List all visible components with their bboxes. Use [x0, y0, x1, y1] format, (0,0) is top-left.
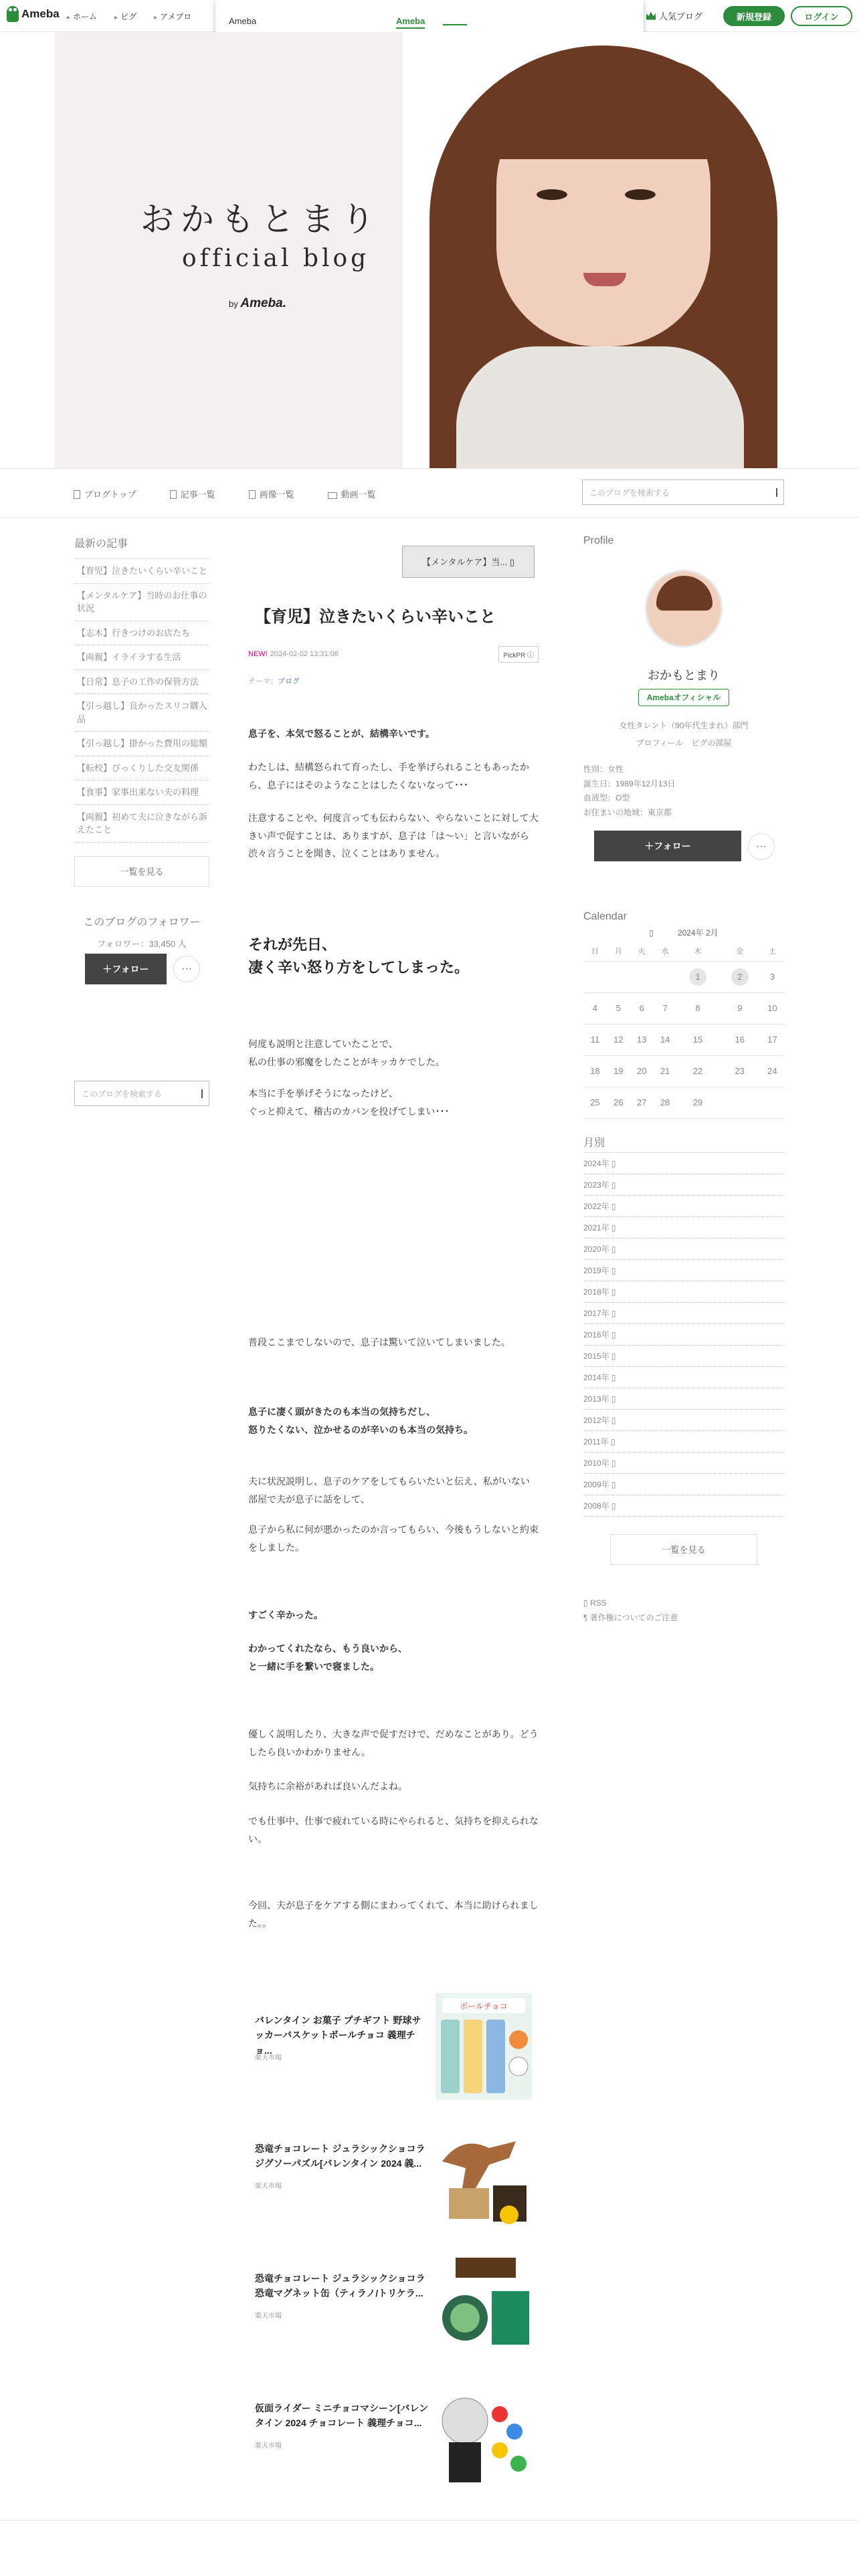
ameba-brand: Ameba.: [240, 296, 286, 310]
day-number: 18: [590, 1066, 600, 1076]
tab-label: 画像一覧: [259, 490, 294, 500]
day-number: 26: [613, 1097, 624, 1107]
archive-year-label: 2011年: [583, 1437, 609, 1446]
chevron-right-icon: ▯: [509, 557, 514, 567]
recent-title: 最新の記事: [74, 538, 128, 550]
popup-title: Ameba: [229, 16, 257, 26]
profile-birthday: 誕生日：1989年12月13日: [583, 778, 676, 788]
day-number: 9: [737, 1003, 743, 1013]
article-paragraph: 今回、夫が息子をケアする側にまわってくれて、本当に助けられました。。: [248, 1900, 539, 1929]
article-paragraph: 息子を、本気で怒ることが、結構辛いです。: [248, 728, 435, 739]
archive-year-label: 2016年: [583, 1330, 609, 1339]
profile-follow-button[interactable]: ＋フォロー: [594, 831, 741, 861]
chevron-down-icon: ▯: [609, 1459, 616, 1468]
archive-year-item[interactable]: [583, 1346, 784, 1367]
frog-icon: [7, 6, 19, 22]
tab-label: ブログトップ: [84, 490, 136, 500]
weekday-header: 月: [607, 941, 630, 961]
calendar-day: [583, 1087, 607, 1118]
ameba-logo[interactable]: [7, 6, 60, 22]
archive-year-label: 2009年: [583, 1480, 609, 1489]
day-number: 8: [695, 1003, 700, 1013]
popup-ameba-link[interactable]: Ameba: [396, 16, 425, 29]
day-number: 20: [637, 1066, 647, 1076]
popular-blog-link[interactable]: [646, 9, 702, 22]
hero-eye: [537, 189, 567, 200]
calendar-day: [761, 992, 784, 1024]
paragraph-line: 怒りたくない、泣かせるのが辛いのも本当の気持ち。: [248, 1424, 473, 1435]
paragraph-line: 息子に凄く頭がきたのも本当の気持ちだし、: [248, 1406, 436, 1417]
article-paragraph: わたしは、結構怒られて育ったし、手を挙げられることもあったから、息子にはそのようなことはしたくないなって･･･: [248, 762, 529, 790]
list-icon: [170, 490, 177, 499]
archive-year-item[interactable]: [583, 1281, 784, 1303]
archive-year-label: 2017年: [583, 1309, 609, 1318]
blog-subtitle: official blog: [182, 245, 370, 272]
chevron-down-icon: ▯: [609, 1309, 616, 1318]
day-number: 7: [662, 1003, 668, 1013]
calendar-day: [583, 1024, 607, 1055]
calendar-table: [583, 941, 784, 1119]
day-number: 13: [637, 1035, 647, 1045]
calendar-day: [583, 1055, 607, 1087]
chevron-down-icon: ▯: [609, 1416, 616, 1425]
archive-year-label: 2019年: [583, 1266, 609, 1275]
day-number: 6: [639, 1003, 644, 1013]
theme-nav-button[interactable]: [402, 546, 535, 578]
archive-year-label: 2024年: [583, 1159, 609, 1168]
recent-article-link[interactable]: 【両親】初めて夫に泣きながら訴えたこと: [74, 805, 209, 843]
archive-year-item[interactable]: [583, 1474, 784, 1495]
chevron-down-icon: ▯: [609, 1330, 616, 1339]
weekday-header: 日: [583, 941, 607, 961]
chevron-left-icon[interactable]: ▯: [649, 928, 654, 938]
article-paragraph: 優しく説明したり、大きな声で促すだけで、だめなことがあり。どうしたら良いかわかりません。: [248, 1729, 539, 1757]
day-number: 16: [735, 1035, 745, 1045]
product-image[interactable]: [436, 2251, 532, 2358]
article-paragraph: すごく辛かった。: [248, 1610, 323, 1620]
article-paragraph: [248, 1085, 539, 1120]
product-card[interactable]: [255, 2251, 529, 2358]
recent-article-link[interactable]: 【両親】イライラする生活: [74, 645, 209, 670]
day-number: 27: [637, 1097, 647, 1107]
official-badge[interactable]: Amebaオフィシャル: [638, 689, 729, 706]
archive-year-label: 2014年: [583, 1373, 609, 1382]
day-number: 10: [767, 1003, 777, 1013]
day-number: 14: [660, 1035, 670, 1045]
profile-name[interactable]: おかもとまり: [648, 669, 720, 682]
image-icon: [249, 490, 256, 499]
day-number: 15: [692, 1035, 703, 1045]
day-number: 3: [769, 972, 775, 982]
product-name[interactable]: 仮面ライダー ミニチョコマシーン[バレンタイン 2024 チョコレート 義理チョコ...: [255, 2403, 429, 2429]
product-name[interactable]: 恐竜チョコレート ジュラシックショコラ 恐竜マグネット缶（ティラノ/トリケラ...: [255, 2273, 425, 2299]
recent-article-link[interactable]: 【育児】泣きたいくらい辛いこと: [74, 559, 209, 584]
day-number: 17: [767, 1035, 777, 1045]
archive-year-item[interactable]: [583, 1388, 784, 1410]
calendar-day: [677, 1087, 719, 1118]
calendar-day: [607, 992, 630, 1024]
calendar-day: [654, 961, 677, 992]
archive-more-button[interactable]: 一覧を見る: [610, 1534, 757, 1565]
profile-blood: 血液型：O型: [583, 793, 630, 803]
day-number: 23: [735, 1066, 745, 1076]
profile-links[interactable]: プロフィール ピグの部屋: [636, 738, 732, 748]
left-sidebar: [74, 535, 209, 1106]
more-icon[interactable]: ···: [748, 833, 775, 860]
pickpr-badge[interactable]: PickPR ⓘ: [498, 646, 539, 663]
calendar-day: [761, 1087, 784, 1118]
recent-article-link[interactable]: 【引っ越し】掛かった費用の総額: [74, 732, 209, 756]
register-button[interactable]: 新規登録: [723, 6, 785, 26]
copyright-link[interactable]: [583, 1612, 784, 1623]
month-label: 2024年 2月: [677, 928, 719, 938]
heading-line: それが先日、: [248, 936, 337, 953]
calendar-day: [607, 1024, 630, 1055]
svg-text:ボールチョコ: ボールチョコ: [460, 2002, 508, 2011]
article-theme: [248, 675, 300, 686]
calendar-day[interactable]: [719, 961, 761, 992]
day-number: 22: [692, 1066, 703, 1076]
archive-year-item[interactable]: [583, 1324, 784, 1346]
archive-year-item[interactable]: [583, 1495, 784, 1517]
recent-list: [74, 558, 209, 843]
article-meta: [248, 650, 539, 658]
hero-lips: [583, 273, 626, 286]
day-number: 24: [767, 1066, 777, 1076]
day-number: 11: [590, 1035, 600, 1045]
archive-year-label: 2012年: [583, 1416, 609, 1425]
chevron-down-icon: ▯: [609, 1394, 616, 1404]
recent-article-link[interactable]: 【転校】びっくりした交友関係: [74, 756, 209, 781]
chevron-down-icon: ▯: [609, 1180, 616, 1190]
search-placeholder: このブログを検索する: [589, 488, 670, 498]
day-number: 28: [660, 1097, 670, 1107]
rss-label: RSS: [589, 1598, 607, 1608]
calendar-day: [654, 1024, 677, 1055]
calendar-day: [630, 992, 654, 1024]
product-image[interactable]: [436, 1993, 532, 2100]
paragraph-line: と一緒に手を繋いで寝ました。: [248, 1660, 379, 1672]
weekday-header: 土: [761, 941, 784, 961]
archive-year-item[interactable]: [583, 1217, 784, 1239]
chevron-down-icon: ▯: [609, 1287, 616, 1297]
day-number: 5: [615, 1003, 621, 1013]
chevron-down-icon: ▯: [609, 1352, 616, 1361]
rss-link[interactable]: [583, 1598, 784, 1608]
blog-search-input[interactable]: [582, 479, 784, 505]
logo-text: Ameba: [21, 7, 60, 20]
recent-more-button[interactable]: 一覧を見る: [74, 856, 209, 887]
login-button[interactable]: ログイン: [791, 6, 852, 26]
archive-year-label: 2015年: [583, 1352, 609, 1361]
article-title[interactable]: 【育児】泣きたいくらい辛いこと: [255, 608, 496, 626]
recent-article-link[interactable]: 【メンタルケア】当時のお仕事の状況: [74, 584, 209, 621]
heading-line: 凄く辛い怒り方をしてしまった。: [248, 959, 470, 976]
chevron-down-icon: ▯: [609, 1266, 616, 1275]
chevron-down-icon: ▯: [609, 1480, 616, 1489]
paragraph-line: 本当に手を挙げそうになったけど、: [248, 1088, 398, 1099]
product-shop: 楽天市場: [255, 2054, 282, 2062]
article-paragraph: 気持ちに余裕があれば良いんだよね。: [248, 1781, 407, 1792]
monthly-archive: [583, 1134, 784, 1623]
archive-year-item[interactable]: [583, 1453, 784, 1474]
article-paragraph: [248, 809, 539, 863]
follow-button[interactable]: ＋フォロー: [85, 954, 167, 984]
weekday-header: 水: [654, 941, 677, 961]
calendar-day: [719, 1024, 761, 1055]
tab-video-list[interactable]: [328, 488, 376, 500]
chevron-down-icon: ▯: [609, 1373, 616, 1382]
paragraph-line: ぐっと抑えて、稽古のカバンを投げてしまい･･･: [248, 1105, 450, 1117]
article-heading: [248, 934, 539, 979]
calendar-day: [607, 1087, 630, 1118]
archive-year-label: 2022年: [583, 1202, 609, 1211]
calendar-day[interactable]: [677, 961, 719, 992]
tab-entry-list[interactable]: [170, 488, 215, 500]
tab-label: 記事一覧: [180, 490, 215, 500]
follower-title: このブログのフォロワー: [83, 916, 201, 928]
weekday-header: 木: [677, 941, 719, 961]
weekday-header: 金: [719, 941, 761, 961]
paragraph-line: 私の仕事の邪魔をしたことがキッカケでした。: [248, 1056, 445, 1067]
day-number: 29: [692, 1097, 703, 1107]
more-icon[interactable]: ···: [173, 956, 200, 982]
chevron-down-icon: ▯: [609, 1202, 616, 1211]
chevron-down-icon: ▯: [609, 1245, 616, 1254]
article-paragraph: 普段ここまでしないので、息子は驚いて泣いてしまいました。: [248, 1337, 510, 1348]
avatar[interactable]: [645, 570, 723, 647]
tab-blog-top[interactable]: [74, 488, 136, 500]
global-nav: [67, 11, 191, 22]
calendar-day: [719, 1055, 761, 1087]
calendar-day: [654, 1055, 677, 1087]
calendar-day: [607, 1055, 630, 1087]
archive-year-item[interactable]: [583, 1239, 784, 1260]
article-date: 2024-02-02 13:31:06: [270, 650, 339, 658]
calendar-day: [719, 992, 761, 1024]
product-card[interactable]: [255, 2381, 529, 2488]
calendar-day: [654, 1087, 677, 1118]
archive-year-item[interactable]: [583, 1367, 784, 1388]
calendar-day: [607, 961, 630, 992]
sidebar-search-input[interactable]: [74, 1081, 209, 1106]
info-icon: ¶: [583, 1613, 590, 1622]
new-badge: NEW!: [248, 650, 268, 658]
theme-label: テーマ：: [248, 677, 278, 685]
recent-article-link[interactable]: 【志木】行きつけのお店たち: [74, 621, 209, 646]
calendar-day: [630, 961, 654, 992]
paragraph-line: 何度も説明と注意していたことで、: [248, 1039, 398, 1049]
product-name[interactable]: バレンタイン お菓子 プチギフト 野球サッカーバスケットボールチョコ 義理チョ...: [255, 2015, 421, 2056]
right-sidebar: [583, 535, 784, 1622]
calendar-month: [583, 927, 784, 938]
archive-year-label: 2018年: [583, 1287, 609, 1297]
video-icon: [328, 492, 337, 499]
recent-article-link[interactable]: 【食事】家事出来ない夫の料理: [74, 780, 209, 805]
calendar-day: [677, 1055, 719, 1087]
chevron-down-icon: ▯: [609, 1223, 616, 1232]
archive-year-item[interactable]: [583, 1153, 784, 1174]
article-paragraph: 息子から私に何が悪かったのか言ってもらい、今後もうしないと約束をしました。: [248, 1524, 539, 1553]
chevron-down-icon: ▯: [609, 1501, 616, 1511]
popup-underline: [443, 24, 467, 25]
tab-image-list[interactable]: [249, 488, 294, 500]
calendar-day: [761, 1024, 784, 1055]
archive-year-item[interactable]: [583, 1410, 784, 1431]
document-icon: [74, 490, 80, 499]
profile-info: [583, 762, 784, 820]
profile-title: Profile: [583, 535, 614, 546]
search-icon[interactable]: [776, 488, 778, 497]
theme-link[interactable]: ブログ: [278, 677, 300, 685]
hero-photo-shirt: [456, 346, 744, 468]
chevron-down-icon: ▯: [609, 1159, 616, 1168]
archive-year-label: 2021年: [583, 1223, 609, 1232]
product-shop: 楽天市場: [255, 2313, 282, 2320]
article-paragraph: [248, 1403, 539, 1438]
archive-year-label: 2013年: [583, 1394, 609, 1404]
calendar-day: [677, 1024, 719, 1055]
paragraph-text: 注意することや、何度言っても伝わらない、やらないことに対して大きい声で促すことは、ありますが、息子は「は〜い」と言いながら渋々言うことを聞き、泣くことはありません。: [248, 813, 539, 859]
product-shop: 楽天市場: [255, 2183, 282, 2190]
archive-year-item[interactable]: [583, 1431, 784, 1453]
blog-title: おかもとまり: [140, 200, 381, 239]
archive-title: 月別: [583, 1138, 605, 1149]
calendar-day: [761, 1055, 784, 1087]
archive-list: [583, 1152, 784, 1517]
weekday-header: 火: [630, 941, 654, 961]
calendar-day: [583, 992, 607, 1024]
nav-home[interactable]: ▸ ホーム: [67, 11, 97, 22]
rss-icon: ▯: [583, 1598, 590, 1608]
archive-year-label: 2008年: [583, 1501, 609, 1511]
blog-header-image[interactable]: [55, 32, 804, 468]
product-image[interactable]: [436, 2381, 532, 2488]
calendar-day: [630, 1055, 654, 1087]
article-paragraph: 夫に状況説明し、息子のケアをしてもらいたいと伝え、私がいない部屋で夫が息子に話をして、: [248, 1476, 530, 1505]
day-number: 25: [590, 1097, 600, 1107]
popular-blog-label: 人気ブログ: [659, 11, 703, 21]
calendar-day: [719, 1087, 761, 1118]
tab-label: 動画一覧: [341, 490, 376, 500]
product-image[interactable]: [436, 2121, 532, 2228]
profile-gender: 性別：女性: [583, 764, 624, 774]
profile-location: お住まいの地域：東京都: [583, 807, 672, 817]
calendar-title: Calendar: [583, 911, 627, 922]
profile-category[interactable]: 女性タレント（90年代生まれ）部門: [619, 721, 749, 730]
crown-icon: [646, 12, 656, 20]
archive-year-item[interactable]: [583, 1196, 784, 1217]
article-paragraph: [248, 1640, 539, 1675]
archive-year-item[interactable]: [583, 1174, 784, 1196]
article-paragraph: でも仕事中、仕事で疲れている時にやられると、気持ちを抑えられない。: [248, 1816, 539, 1844]
follower-count: フォロワー：33,450 人: [97, 938, 187, 949]
product-card[interactable]: [255, 1993, 529, 2100]
by-label: by: [229, 299, 238, 309]
chevron-down-icon: ▯: [608, 1437, 615, 1446]
calendar-day: [583, 961, 607, 992]
paragraph-line: わかってくれたなら、もう良いから、: [248, 1643, 407, 1654]
hero-photo-bangs: [483, 59, 737, 159]
calendar-day: [761, 961, 784, 992]
day-number: 1: [689, 968, 706, 986]
search-placeholder: このブログを検索する: [82, 1089, 163, 1099]
product-name[interactable]: 恐竜チョコレート ジュラシックショコラ ジグソーパズル[バレンタイン 2024 義...: [255, 2143, 425, 2169]
recent-article-link[interactable]: 【日常】息子の工作の保管方法: [74, 670, 209, 695]
calendar-day: [654, 992, 677, 1024]
archive-year-label: 2023年: [583, 1180, 609, 1190]
recent-article-link[interactable]: 【引っ越し】良かったスリコ購入品: [74, 694, 209, 732]
archive-year-label: 2010年: [583, 1459, 609, 1468]
day-number: 21: [660, 1066, 670, 1076]
article-paragraph: [248, 1035, 539, 1071]
day-number: 4: [592, 1003, 598, 1013]
hero-eye: [625, 189, 656, 200]
nav-amepro[interactable]: ▸ アメプロ: [154, 11, 191, 22]
archive-year-item[interactable]: [583, 1260, 784, 1281]
calendar: [583, 911, 784, 1119]
product-card[interactable]: [255, 2121, 529, 2228]
nav-pigg[interactable]: ▸ ピグ: [114, 11, 136, 22]
day-number: 12: [613, 1035, 624, 1045]
search-icon[interactable]: [201, 1089, 203, 1098]
calendar-day: [630, 1024, 654, 1055]
product-shop: 楽天市場: [255, 2442, 282, 2450]
calendar-day: [677, 992, 719, 1024]
day-number: 2: [731, 968, 749, 986]
day-number: 19: [613, 1066, 624, 1076]
by-ameba: [229, 296, 286, 311]
blog-nav: [0, 468, 859, 518]
calendar-day: [630, 1087, 654, 1118]
copyright-label: 著作権についてのご注意: [589, 1613, 678, 1622]
archive-year-item[interactable]: [583, 1303, 784, 1324]
archive-year-label: 2020年: [583, 1245, 609, 1254]
theme-nav-label: 【メンタルケア】当...: [422, 557, 508, 567]
